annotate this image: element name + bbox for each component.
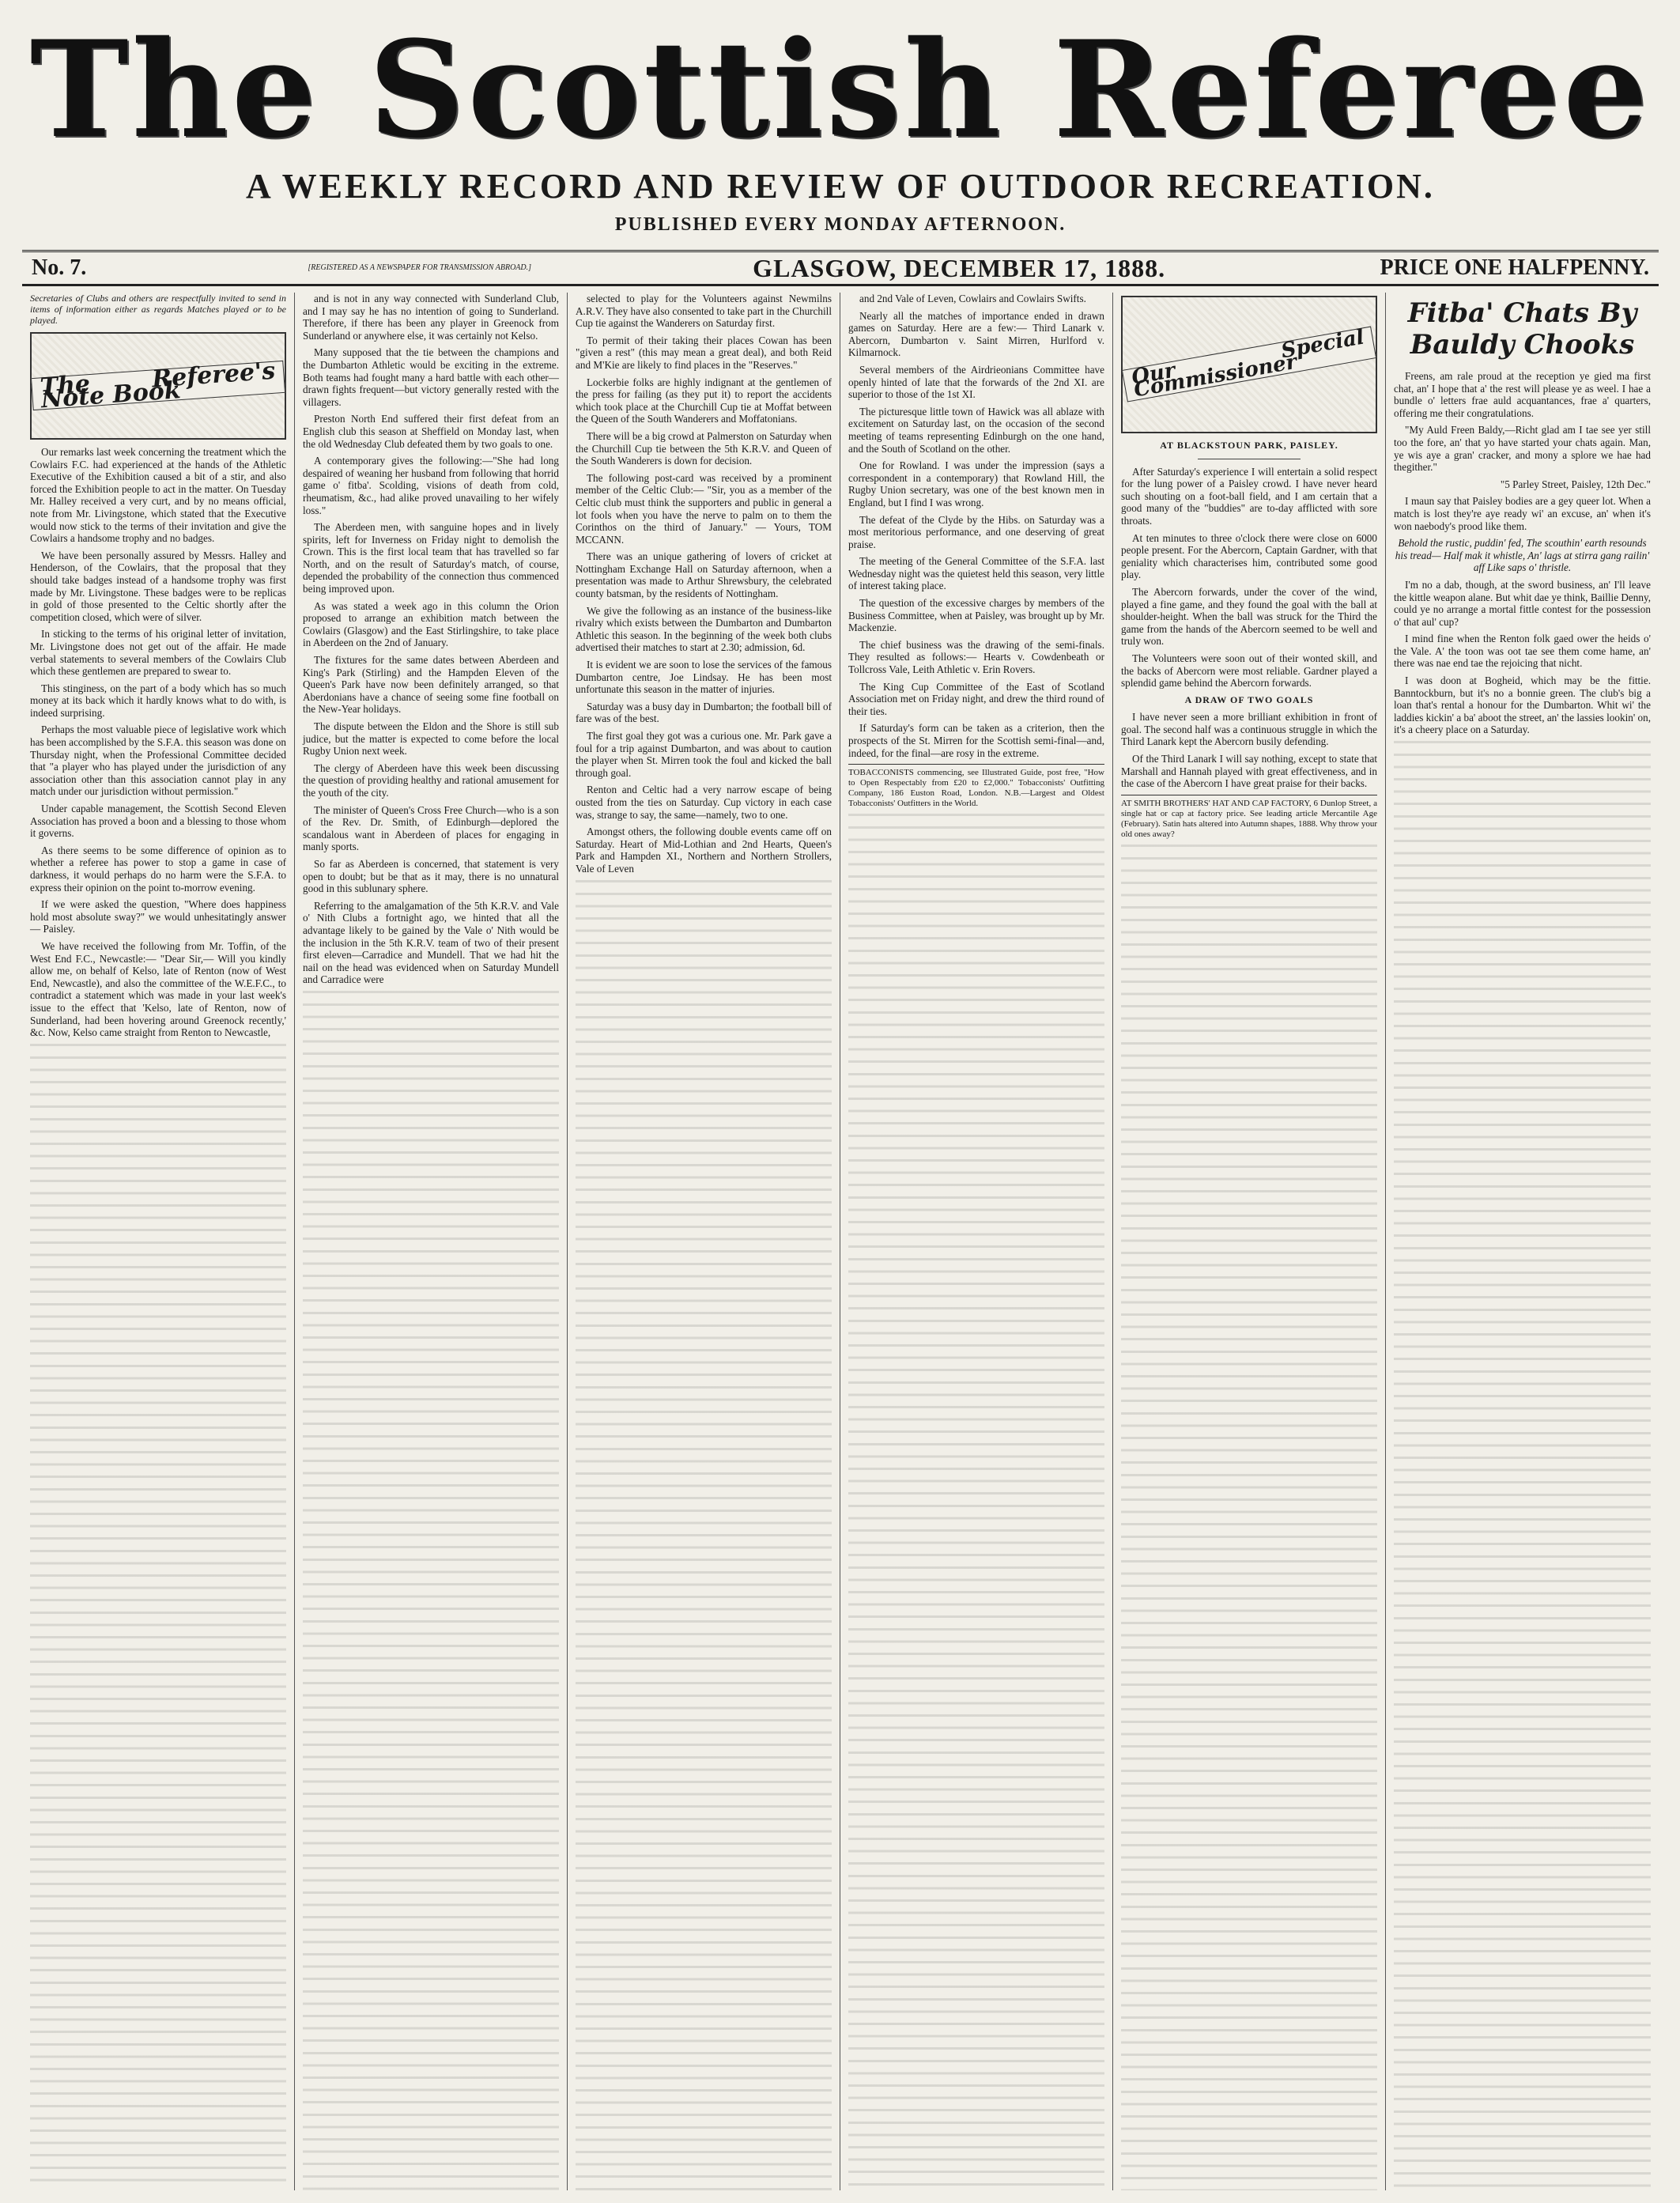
tobacconists-advertisement: TOBACCONISTS commencing, see Illustrated Guide, post free, "How to Open Respectably from £20 to £2,000." Tobacconists' Outfitting Company, 186 Euston Road, London. N.B.—Largest and Oldest Tobacconists' Outfitters in the World. bbox=[848, 764, 1104, 809]
paragraph: As was stated a week ago in this column the Orion proposed to arrange an exhibition match between the Cowlairs (Glasgow) and the East Stirlingshire, to take place in Aberdeen on the 2nd of January. bbox=[303, 599, 559, 649]
paragraph: I was doon at Bogheid, which may be the fittie. Banntockburn, but it's no a bonnie green. The club's big a loan that's rental a honour for the Dumbarton. Whit wi' the laddies kickin' a ba' aboot the street, an' the lassies lookin' on, it's a cheery place on a Saturday. bbox=[1394, 675, 1651, 736]
paragraph: It is evident we are soon to lose the services of the famous Dumbarton centre, Joe Lindsay. He has been most unfortunate this season in the matter of injuries. bbox=[576, 659, 832, 696]
paragraph: There was an unique gathering of lovers of cricket at Nottingham Exchange Hall on Saturday afternoon, when a presentation was made to Arthur Shrewsbury, the celebrated county batsman, by the residents of Nottingham. bbox=[576, 550, 832, 600]
paragraph: The question of the excessive charges by members of the Business Committee, when at Paisley, was brought up by Mr. Mackenzie. bbox=[848, 597, 1104, 634]
paragraph: If we were asked the question, "Where does happiness hold most absolute sway?" we would unhesitatingly answer — Paisley. bbox=[30, 898, 286, 935]
paragraph: Referring to the amalgamation of the 5th K.R.V. and Vale o' Nith Clubs a fortnight ago, we hinted that all the advantage likely to be gained by the Vale o' Nith would be the inclusion in the 5th K.R.V. team of two of their present first eleven—Carradice and Mundell. That we had hit the nail on the head was evidenced when on Saturday Mundell and Carradice were bbox=[303, 899, 559, 986]
note-book-illustration bbox=[30, 332, 286, 440]
paragraph: The minister of Queen's Cross Free Church—who is a son of the Rev. Dr. Smith, of Edinburgh—deplored the scandalous want in Aberdeen of places for engaging in manly sports. bbox=[303, 803, 559, 853]
note-book-heading: The Referee's Note Book bbox=[31, 361, 285, 410]
verse: Behold the rustic, puddin' fed, The scouthin' earth resounds his tread— Half mak it whistle, An' lags at stirra gang railin' aff Like saps o' thristle. bbox=[1395, 537, 1650, 574]
paragraph: I'm no a dab, though, at the sword business, an' I'll leave the kittle weapon alane. But whit dae ye think, Baillie Denny, could ye no arrange a mortal fittle contest for the possession o' that aul' cup? bbox=[1394, 578, 1651, 628]
paragraph: Several members of the Airdrieonians Committee have openly hinted of late that the forwards of the 2nd XI. are superior to those of the 1st XI. bbox=[848, 363, 1104, 401]
paragraph: Of the Third Lanark I will say nothing, except to state that Marshall and Hannah played with great effectiveness, and in the case of the Abercorn I have great praise for their backs. bbox=[1121, 753, 1377, 790]
paragraph: To permit of their taking their places Cowan has been "given a rest" (this may mean a great deal), and both Reid and M'Kie are likely to find places in the "Reserves." bbox=[576, 334, 832, 371]
special-commissioner-illustration bbox=[1121, 296, 1377, 433]
paragraph: There will be a big crowd at Palmerston on Saturday when the Churchill Cup tie between the 5th K.R.V. and Queen of the South Wanderers is down for decision. bbox=[576, 429, 832, 467]
text-continuation bbox=[576, 880, 832, 2190]
paragraph: We have been personally assured by Messrs. Halley and Henderson, of the Cowlairs, that the proposal that they should take badges instead of a handsome trophy was first made by Mr. Livingstone. These badges were to be replicas in gold of those presented to the Celtic shortly after the competition closed, which were of silver. bbox=[30, 549, 286, 623]
paragraph: At ten minutes to three o'clock there were close on 6000 people present. For the Abercorn, Captain Gardner, with that geniality which characterises him, contributed some good play. bbox=[1121, 531, 1377, 581]
paragraph: This stinginess, on the part of a body which has so much money at its back which it hardly knows what to do with, is indeed surprising. bbox=[30, 682, 286, 719]
paragraph: The King Cup Committee of the East of Scotland Association met on Friday night, and drew the third round of their ties. bbox=[848, 680, 1104, 717]
paragraph: Many supposed that the tie between the champions and the Dumbarton Athletic would be exciting in the extreme. Both teams had fought many a hard battle with each other—drawn fights frequent—but victory generally rested with the villagers. bbox=[303, 346, 559, 408]
text-continuation bbox=[1121, 845, 1377, 2190]
column-3 bbox=[568, 293, 840, 2190]
issue-price: PRICE ONE HALFPENNY. bbox=[1380, 255, 1649, 280]
paragraph: Lockerbie folks are highly indignant at the gentlemen of the press for failing (as they put it) to report the accidents which took place at the Churchill Cup tie at Moffat between the Queen of the South Wanderers and Moffatonians. bbox=[576, 376, 832, 425]
paragraph: We give the following as an instance of the business-like rivalry which exists between the Dumbarton and Dumbarton Athletic this season. In the beginning of the week both clubs advertised their matches to start at 2.30; admission, 6d. bbox=[576, 604, 832, 654]
paragraph: If Saturday's form can be taken as a criterion, then the prospects of the St. Mirren for the Scottish semi-final—and, indeed, for the final—are rosy in the extreme. bbox=[848, 722, 1104, 759]
paragraph: I mind fine when the Renton folk gaed ower the heids o' the Vale. A' the toon was oot tae see them come hame, an' there was nae end tae the rejoicing that nicht. bbox=[1394, 633, 1651, 670]
column-1 bbox=[22, 293, 295, 2190]
text-continuation bbox=[1394, 741, 1651, 2190]
paragraph: The fixtures for the same dates between Aberdeen and King's Park (Stirling) and the Hampden Eleven of the Queen's Park have now been definitely arranged, so that Aberdonians have a chance of seeing some fine football on the New-Year holidays. bbox=[303, 654, 559, 716]
paragraph: Saturday was a busy day in Dumbarton; the football bill of fare was of the best. bbox=[576, 700, 832, 725]
paragraph: selected to play for the Volunteers against Newmilns A.R.V. They have also consented to take part in the Churchill Cup tie against the Wanderers on Saturday first. bbox=[576, 293, 832, 330]
article-columns bbox=[22, 293, 1659, 2190]
paragraph: Preston North End suffered their first defeat from an English club this season at Sheffield on Monday last, when the old Wednesday Club defeated them by two goals to one. bbox=[303, 413, 559, 450]
paragraph: The dispute between the Eldon and the Shore is still sub judice, but the matter is expected to come before the local Rugby Union next week. bbox=[303, 720, 559, 758]
text-continuation bbox=[848, 814, 1104, 2190]
paragraph: Amongst others, the following double events came off on Saturday. Heart of Mid-Lothian and 2nd Hearts, Queen's Park and Hampden XI., Northern and Northern Strollers, Vale of Leven bbox=[576, 826, 832, 875]
paragraph: "My Auld Freen Baldy,—Richt glad am I tae see yer still too the fore, an' that yo have started your chats again. Man, ye wis aye a gran' cracker, and mony a splore we hae had thegither." bbox=[1394, 424, 1651, 474]
paragraph: Renton and Celtic had a very narrow escape of being ousted from the ties on Saturday. Cup victory in each case was, strange to say, the same—namely, two to one. bbox=[576, 784, 832, 821]
paragraph: I maun say that Paisley bodies are a gey queer lot. When a match is lost they're aye ready wi' an excuse, an' when it's won naebody's prood like them. bbox=[1394, 495, 1651, 532]
paragraph: and 2nd Vale of Leven, Cowlairs and Cowlairs Swifts. bbox=[859, 293, 1086, 304]
paragraph: and is not in any way connected with Sunderland Club, and I may say he has no intention of going to Sunderland. Therefore, if there has been any player in Greenock from Sunderland or anywhere else, it was certainly not Kelso. bbox=[303, 293, 559, 342]
paragraph: In sticking to the terms of his original letter of invitation, Mr. Livingstone does not get out of the affair. He made verbal statements to several members of the Cowlairs Club which these gentlemen are prepared to swear to. bbox=[30, 628, 286, 678]
publication-schedule: PUBLISHED EVERY MONDAY AFTERNOON. bbox=[614, 214, 1067, 235]
column-2 bbox=[295, 293, 568, 2190]
paragraph: The chief business was the drawing of the semi-finals. They resulted as follows:— Hearts v. Cowdenbeath or Tollcross Vale, Leith Athletic v. Erin Rovers. bbox=[848, 638, 1104, 676]
paragraph: As there seems to be some difference of opinion as to whether a referee has power to stop a game in case of darkness, it would perhaps do no harm were the S.F.A. to express their opinion on the point to-morrow evening. bbox=[30, 844, 286, 894]
paragraph: The following post-card was received by a prominent member of the Celtic Club:— "Sir, you as a member of the Celtic club must think the supporters and public in general a lot fools when you have the nerve to palm on to them the Corinthos on the third of January." — Yours, TOM MCCANN. bbox=[576, 471, 832, 546]
text-continuation bbox=[303, 991, 559, 2190]
column-4 bbox=[840, 293, 1113, 2190]
hat-factory-advertisement: AT SMITH BROTHERS' HAT AND CAP FACTORY, 6 Dunlop Street, a single hat or cap at factory price. See leading article Mercantile Age (February). Satin hats altered into Autumn shapes, 1888. Why throw your old ones away? bbox=[1121, 795, 1377, 840]
paragraph: Nearly all the matches of importance ended in drawn games on Saturday. Here are a few:— Third Lanark v. Abercorn, Dumbarton v. Saint Mirren, Hurlford v. Kilmarnock. bbox=[848, 309, 1104, 359]
column-6 bbox=[1386, 293, 1659, 2190]
paragraph: The defeat of the Clyde by the Hibs. on Saturday was a most meritorious performance, and one deserving of great praise. bbox=[848, 513, 1104, 550]
special-commissioner-heading: Our Special Commissioner bbox=[1122, 327, 1376, 402]
paragraph: I have never seen a more brilliant exhibition in front of goal. The second half was a continuous struggle in which the Third Lanark kept the Abercorn busily defending. bbox=[1121, 711, 1377, 748]
paragraph: After Saturday's experience I will entertain a solid respect for the lung power of a Paisley crowd. I have never heard such shouting on a foot-ball field, and I am certain that a good many of the "buddies" are to-day afflicted with sore throats. bbox=[1121, 465, 1377, 527]
paragraph: Under capable management, the Scottish Second Eleven Association has proved a boon and a blessing to those whom it governs. bbox=[30, 803, 286, 840]
newspaper-page bbox=[22, 11, 1659, 2190]
column-5 bbox=[1113, 293, 1386, 2190]
paragraph: The first goal they got was a curious one. Mr. Park gave a foul for a trip against Dumbarton, and was about to caution the player when St. Mirren took the foul and kicked the ball through goal. bbox=[576, 730, 832, 779]
paragraph: The Volunteers were soon out of their wonted skill, and the backs of Abercorn were most reliable. Gardner played a splendid game behind the Abercorn forwards. bbox=[1121, 652, 1377, 690]
letter-signature: "5 Parley Street, Paisley, 12th Dec." bbox=[1500, 478, 1651, 490]
issue-number: No. 7. bbox=[32, 255, 87, 280]
paragraph: A contemporary gives the following:—"She had long despaired of weaning her husband from following that horrid game o' fitba'. Scolding, visions of death from cold, rheumatism, &c., had alike proved unavailing to her wifely loss." bbox=[303, 455, 559, 516]
paragraph: Perhaps the most valuable piece of legislative work which has been accomplished by the S.F.A. this season was done on Thursday night, when the Professional Committee decided that "a player who has played under the jurisdiction of any association other than this association cannot play in any match under our jurisdiction without permission." bbox=[30, 724, 286, 798]
section-heading: AT BLACKSTOUN PARK, PAISLEY. bbox=[1160, 440, 1338, 451]
newspaper-subtitle: A WEEKLY RECORD AND REVIEW OF OUTDOOR RECREATION. bbox=[246, 167, 1435, 206]
paragraph: The Abercorn forwards, under the cover of the wind, played a fine game, and they found the goal with the ball at shoulder-height. When the ball was struck for the Third the game from the hands of the Abercorn seemed to be well and truly won. bbox=[1121, 585, 1377, 648]
paragraph: Freens, am rale proud at the reception ye gied ma first chat, an' I hope that a' the rest will please ye as weel. I hae a bundle o' letters frae auld acquantances, frae a' quarters, offering me their congratulations. bbox=[1394, 370, 1651, 419]
fitba-chats-heading: Fitba' Chats By Bauldy Chooks bbox=[1407, 297, 1637, 361]
paragraph: The picturesque little town of Hawick was all ablaze with excitement on Saturday last, on the occasion of the second meeting of teams representing Edinburgh on the one hand, and the South of Scotland on the other. bbox=[848, 405, 1104, 455]
paragraph: We have received the following from Mr. Toffin, of the West End F.C., Newcastle:— "Dear Sir,— Will you kindly allow me, on behalf of Kelso, late of Renton (now of West End, Newcastle), and also the committee of the W.E.F.C., to contradict a statement which was made in your last week's issue to the effect that 'Kelso, late of Renton, now of Sunderland, had been hovering around Greenock recently,' &c. Now, Kelso came straight from Renton to Newcastle, bbox=[30, 939, 286, 1039]
masthead bbox=[22, 11, 1659, 251]
newspaper-title: The Scottish Referee bbox=[29, 11, 1652, 168]
paragraph: So far as Aberdeen is concerned, that statement is very open to doubt; but be that as it may, there is no unnatural good in this sublunary sphere. bbox=[303, 857, 559, 895]
registration-notice: [REGISTERED AS A NEWSPAPER FOR TRANSMISSION ABROAD.] bbox=[308, 263, 532, 272]
paragraph: The clergy of Aberdeen have this week been discussing the question of providing healthy and rational amusement for the youth of the city. bbox=[303, 761, 559, 799]
paragraph: Our remarks last week concerning the treatment which the Cowlairs F.C. had experienced at the hands of the Athletic Executive of the Exhibition caused a bit of a stir, and also forced the Exhibition people to act in the matter. On Tuesday Mr. Halley received a very curt, and by no means official, note from Mr. Livingstone, which stated that the Executive would now stick to the terms of their invitation and give the Cowlairs a handsome trophy and no badges. bbox=[30, 446, 286, 545]
paragraph: One for Rowland. I was under the impression (says a correspondent in a contemporary) that Rowland Hill, the Rugby Union secretary, was one of the best known men in England, but I find I was wrong. bbox=[848, 459, 1104, 508]
secretaries-notice: Secretaries of Clubs and others are respectfully invited to send in items of information either as regards Matches played or to be played. bbox=[30, 293, 286, 326]
paragraph: The meeting of the General Committee of the S.F.A. last Wednesday night was the quietest held this season, very little of interest taking place. bbox=[848, 555, 1104, 592]
text-continuation bbox=[30, 1044, 286, 2190]
paragraph: The Aberdeen men, with sanguine hopes and in lively spirits, left for Inverness on Friday night to demolish the Crown. This is the first local team that has travelled so far North, and on the result of Saturday's match, of course, depended the probability of the connection thus commenced being improved upon. bbox=[303, 521, 559, 595]
dateline-bar bbox=[22, 250, 1659, 286]
section-heading: A DRAW OF TWO GOALS bbox=[1184, 693, 1314, 705]
issue-date: GLASGOW, DECEMBER 17, 1888. bbox=[753, 253, 1166, 282]
